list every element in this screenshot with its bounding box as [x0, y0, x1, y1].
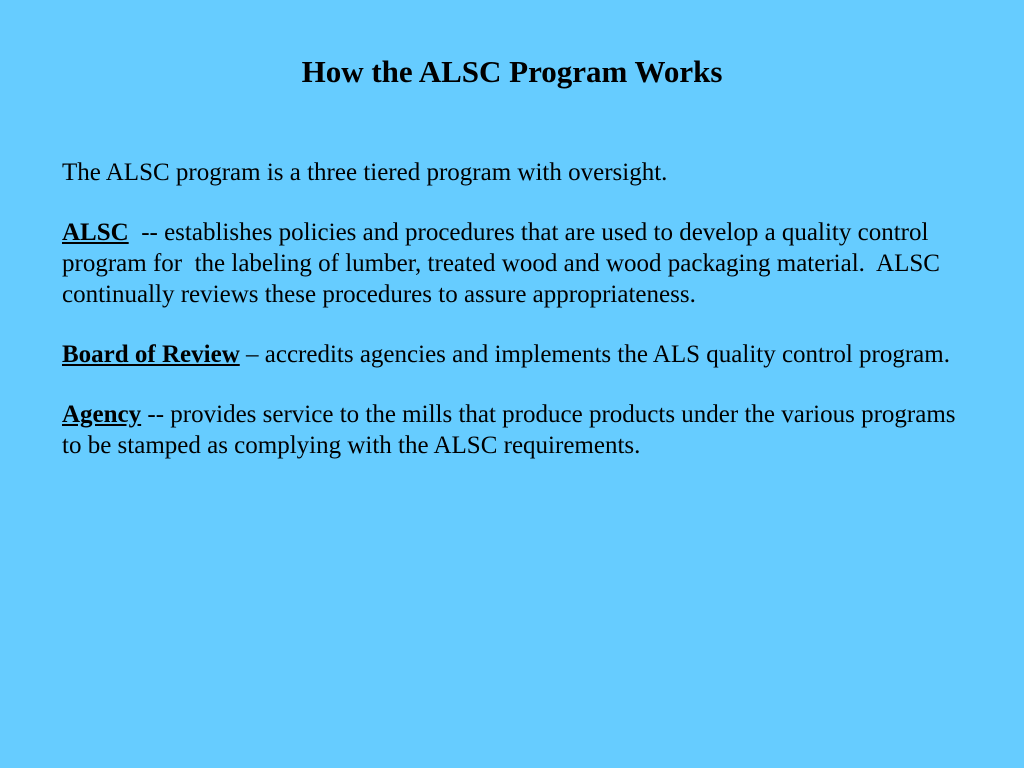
agency-paragraph: [62, 399, 962, 461]
intro-paragraph: The ALSC program is a three tiered program with oversight.: [62, 159, 668, 186]
board-of-review-term: Board of Review: [62, 341, 240, 368]
alsc-description: -- establishes policies and procedures that are used to develop a quality control program for the labeling of lumber, treated wood and wood packaging material. ALSC continually reviews these procedures to assure appropriateness.: [62, 219, 947, 308]
agency-description: -- provides service to the mills that produce products under the various programs to be stamped as complying with the ALSC requirements.: [62, 401, 962, 459]
alsc-paragraph: [62, 217, 962, 310]
slide-content: [62, 157, 962, 490]
alsc-term: ALSC: [62, 219, 129, 246]
slide-title: How the ALSC Program Works: [301, 54, 723, 89]
board-of-review-paragraph: [62, 339, 962, 370]
board-of-review-description: – accredits agencies and implements the ALS quality control program.: [239, 341, 950, 368]
agency-term: Agency: [62, 401, 142, 428]
